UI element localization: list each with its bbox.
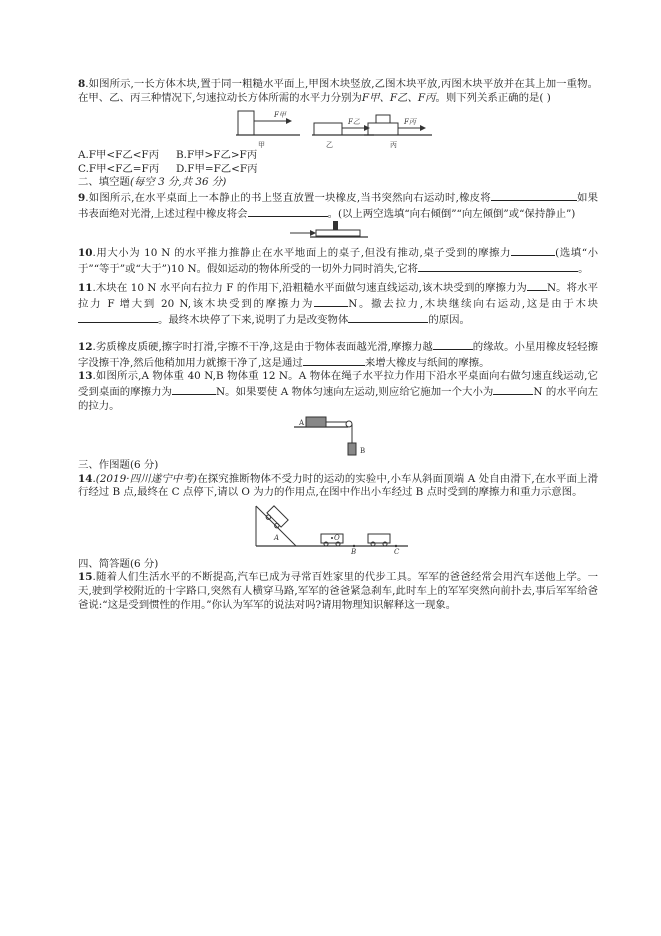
force-label-jia: F甲 [274, 111, 286, 120]
question-text: 。 [578, 262, 589, 275]
question-text: (选填“小于”“等于”或“大于”)10 N。假如运动的物体所受的一切外力同时消失,它将 [78, 247, 598, 275]
question-number: 10 [78, 247, 93, 260]
question-text: 在探究推断物体不受力时的运动的实验中,小车从斜面顶端 A 处自由滑下,在水平面上滑行经过 B 点,最终在 C 点停下,请以 O 为力的作用点,在图中作出小车经过 B 点时受到的摩擦力和重力示意图。 [78, 472, 599, 499]
block-upright [238, 111, 254, 135]
answer-blank[interactable] [303, 355, 365, 366]
question-text-end: 。则下列关系正确的是( ) [435, 91, 551, 104]
question-14 [78, 473, 598, 500]
block-figure-8 [78, 103, 598, 149]
answer-blank[interactable] [78, 312, 158, 323]
section-4-title: 四、简答题(6 分) [78, 557, 159, 570]
label-a: A [299, 419, 305, 428]
label-c: C [394, 547, 400, 556]
question-15 [78, 571, 598, 612]
question-number: 12 [78, 341, 93, 354]
label-o: O [334, 533, 340, 542]
answer-blank[interactable] [511, 245, 555, 256]
question-number: 9 [78, 191, 86, 204]
options-row-1 [78, 149, 598, 163]
incline-cart-figure [78, 502, 598, 556]
question-text: .如图所示,A 物体重 40 N,B 物体重 12 N。A 物体在绳子水平拉力作用下沿水平桌面向右做匀速直线运动,它受到桌面的摩擦力为 [78, 370, 598, 398]
question-text: .木块在 10 N 水平向右拉力 F 的作用下,沿粗糙水平面做匀速直线运动,该木块受到的摩擦力为 [92, 282, 527, 295]
section-note: (每空 3 分,共 36 分) [129, 176, 227, 189]
question-number: 14 [78, 472, 93, 485]
question-source: .(2019·四川遂宁中考) [92, 472, 198, 485]
question-text: N。如果要使 A 物体匀速向左运动,则应给它施加一个大小为 [216, 385, 494, 398]
option-c[interactable]: C.F甲<F乙=F丙 [78, 162, 160, 175]
option-a[interactable]: A.F甲<F乙<F丙 [78, 149, 160, 162]
book-eraser-figure [78, 221, 598, 243]
question-number: 15 [78, 571, 93, 584]
question-9 [78, 190, 598, 221]
answer-blank[interactable] [527, 280, 547, 291]
question-text: 。(以上两空选填“向右倾倒”“向左倾倒”或“保持静止”) [327, 207, 576, 220]
weight [376, 115, 390, 123]
question-11 [78, 280, 598, 327]
question-text: 的缘故。小星用橡皮轻轻擦字没擦干净,然后他稍加用力就擦干净了,这是通过 [78, 341, 599, 369]
answer-blank[interactable] [172, 384, 216, 395]
question-text: 的原因。 [428, 313, 470, 326]
block-b [348, 443, 356, 455]
question-text: .随着人们生活水平的不断提高,汽车已成为寻常百姓家里的代步工具。军军的爸爸经常会用汽车送他上学。一天,驶到学校附近的十字路口,突然有人横穿马路,军军的爸爸紧急刹车,此时车上的军军突然向前扑去,事后军军给爸爸说:“这是受到惯性的作用。”你认为军军的说法对吗?请用物理知识解释这一现象。 [78, 571, 598, 611]
question-8 [78, 78, 598, 105]
answer-blank[interactable] [493, 384, 533, 395]
force-symbols: F甲、F乙、F丙 [361, 91, 436, 104]
question-text: 如果书表面绝对光滑,上述过程中橡皮将会 [78, 191, 598, 220]
question-number: 8 [78, 78, 86, 90]
section-2-title [78, 176, 598, 190]
label-b: B [351, 547, 357, 556]
question-text: .如图所示,一长方体木块,置于同一粗糙水平面上,甲图木块竖放,乙图木块平放,丙图木块平放并在其上加一重物。在甲、乙、丙三种情况下,匀速拉动长方体所需的水平力分别为 [78, 78, 598, 104]
label-b: B [360, 447, 366, 456]
section-3-title: 三、作图题(6 分) [78, 459, 159, 472]
question-text: .如图所示,在水平桌面上一本静止的书上竖直放置一块橡皮,当书突然向右运动时,橡皮将 [85, 191, 491, 204]
answer-blank[interactable] [491, 190, 577, 201]
answer-blank[interactable] [248, 206, 328, 217]
figure-label-jia: 甲 [258, 141, 265, 150]
block-flat-weighted [368, 123, 398, 135]
force-label-bing: F丙 [404, 118, 416, 127]
question-number: 13 [78, 370, 93, 383]
book [316, 230, 360, 236]
question-text: N。将水平拉力 F 增大到 20 N,该木块受到的摩擦力为 [78, 282, 598, 310]
question-10 [78, 245, 598, 276]
section-title: 二、填空题 [78, 176, 130, 189]
pulley [346, 421, 352, 427]
answer-blank[interactable] [433, 339, 473, 350]
question-text: 。最终木块停了下来,说明了力是改变物体 [158, 313, 349, 326]
question-text: 来增大橡皮与纸间的摩擦。 [364, 356, 490, 369]
figure-label-bing: 丙 [390, 141, 397, 150]
pulley-figure [78, 413, 598, 459]
question-text: N 的水平向左的拉力。 [78, 385, 598, 412]
block-flat [314, 123, 342, 135]
block-a [306, 417, 326, 427]
figure-label-yi: 乙 [326, 141, 333, 150]
question-text: N。撤去拉力,木块继续向右运动,这是由于木块 [348, 297, 598, 310]
question-text: .劣质橡皮质硬,擦字时打滑,字擦不干净,这是由于物体表面越光滑,摩擦力越 [92, 341, 433, 354]
option-d[interactable]: D.F甲=F乙<F丙 [176, 162, 258, 175]
option-b[interactable]: B.F甲>F乙>F丙 [176, 149, 258, 162]
eraser [333, 221, 338, 230]
answer-blank[interactable] [418, 261, 578, 272]
answer-blank[interactable] [314, 296, 348, 307]
force-label-yi: F乙 [348, 118, 360, 127]
question-text: .用大小为 10 N 的水平推力推静止在水平地面上的桌子,但没有推动,桌子受到的摩擦力 [92, 247, 512, 260]
question-13 [78, 370, 598, 413]
options-row-2 [78, 163, 598, 177]
cart-at-c [368, 534, 390, 546]
label-a: A [274, 533, 280, 542]
answer-blank[interactable] [348, 312, 428, 323]
question-12 [78, 339, 598, 370]
exam-page [78, 78, 598, 612]
question-number: 11 [78, 282, 93, 295]
